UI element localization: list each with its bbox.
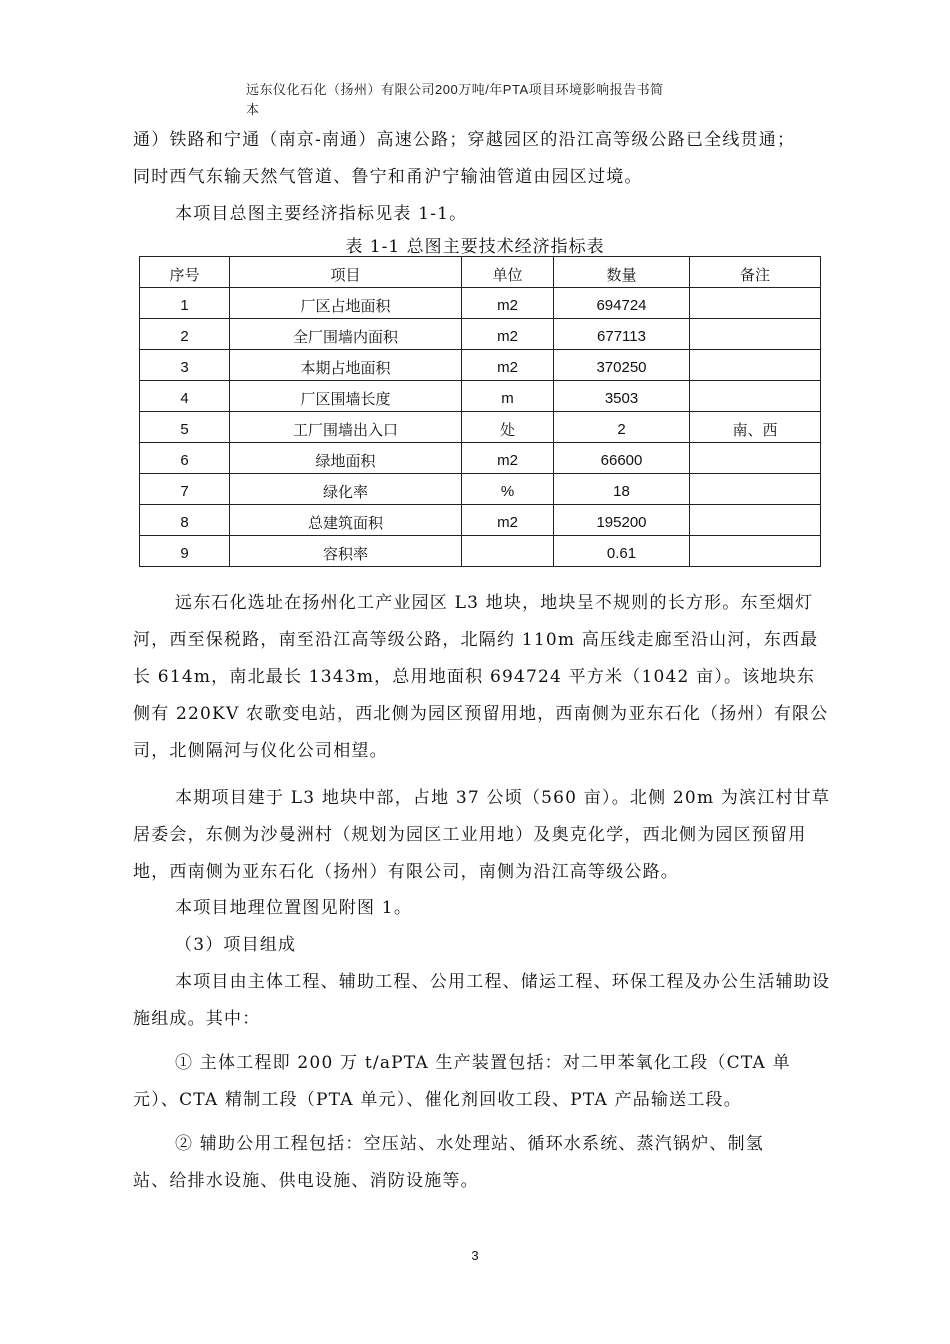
cell-no: 1 <box>140 288 230 319</box>
cell-item: 容积率 <box>230 536 462 567</box>
section-heading: （3）项目组成 <box>175 935 297 955</box>
table-row <box>140 319 821 350</box>
site-paragraph: 远东石化选址在扬州化工产业园区 L3 地块，地块呈不规则的长方形。东至烟灯河，西至保税路，南至沿江高等级公路，北隔约 110m 高压线走廊至沿山河，东西最长 614m，南北最长 1343m，总用地面积 694724 平方米（1042 亩）。该地块东侧有 220KV 农歌变电站，西北侧为园区预留用地，西南侧为亚东石化（扬州）有限公司，北侧隔河与仪化公司相望。 <box>133 593 829 761</box>
cell-qty: 3503 <box>554 381 690 412</box>
cell-unit: m2 <box>462 505 554 536</box>
cell-no: 3 <box>140 350 230 381</box>
table-row <box>140 288 821 319</box>
header-line-2: 本 <box>246 102 260 117</box>
cell-note <box>690 381 821 412</box>
cell-unit: 处 <box>462 412 554 443</box>
cell-item: 总建筑面积 <box>230 505 462 536</box>
cell-no: 6 <box>140 443 230 474</box>
table-row <box>140 474 821 505</box>
col-header-item: 项目 <box>230 257 462 288</box>
cell-item: 本期占地面积 <box>230 350 462 381</box>
intro-line-2: 同时西气东输天然气管道、鲁宁和甬沪宁输油管道由园区过境。 <box>133 167 643 187</box>
cell-qty: 18 <box>554 474 690 505</box>
cell-unit: m <box>462 381 554 412</box>
cell-unit: m2 <box>462 288 554 319</box>
col-header-qty: 数量 <box>554 257 690 288</box>
cell-note <box>690 319 821 350</box>
phase-paragraph: 本期项目建于 L3 地块中部，占地 37 公顷（560 亩）。北侧 20m 为滨江村甘草居委会，东侧为沙曼洲村（规划为园区工业用地）及奥克化学，西北侧为园区预留用地，西南侧为亚东石化（扬州）有限公司，南侧为沿江高等级公路。 <box>133 788 831 882</box>
table-caption: 表 1-1 总图主要技术经济指标表 <box>345 237 605 257</box>
cell-no: 4 <box>140 381 230 412</box>
running-header <box>246 80 716 120</box>
composition-paragraph: 本项目由主体工程、辅助工程、公用工程、储运工程、环保工程及办公生活辅助设施组成。其中： <box>133 972 831 1029</box>
cell-note <box>690 288 821 319</box>
intro-line-1: 通）铁路和宁通（南京-南通）高速公路；穿越园区的沿江高等级公路已全线贯通； <box>133 130 796 150</box>
cell-no: 7 <box>140 474 230 505</box>
table-row <box>140 381 821 412</box>
cell-qty: 370250 <box>554 350 690 381</box>
col-header-note: 备注 <box>690 257 821 288</box>
cell-no: 8 <box>140 505 230 536</box>
header-line-1: 远东仪化石化（扬州）有限公司200万吨/年PTA项目环境影响报告书简 <box>246 82 664 97</box>
aux-works-paragraph <box>133 1126 833 1200</box>
aux-line-2: 站、给排水设施、供电设施、消防设施等。 <box>133 1171 479 1191</box>
intro-block <box>133 122 833 233</box>
intro-line-3: 本项目总图主要经济指标见表 1-1。 <box>175 204 468 224</box>
table-row <box>140 443 821 474</box>
cell-note <box>690 443 821 474</box>
table-header-row <box>140 257 821 288</box>
main-works-paragraph: ① 主体工程即 200 万 t/aPTA 生产装置包括：对二甲苯氧化工段（CTA 单元）、CTA 精制工段（PTA 单元）、催化剂回收工段、PTA 产品输送工段。 <box>133 1053 791 1110</box>
cell-qty: 0.61 <box>554 536 690 567</box>
cell-item: 厂区占地面积 <box>230 288 462 319</box>
cell-qty: 694724 <box>554 288 690 319</box>
location-paragraph: 本项目地理位置图见附图 1。 <box>175 898 413 918</box>
cell-qty: 2 <box>554 412 690 443</box>
cell-item: 绿地面积 <box>230 443 462 474</box>
cell-unit <box>462 536 554 567</box>
cell-qty: 677113 <box>554 319 690 350</box>
cell-unit: m2 <box>462 350 554 381</box>
cell-item: 厂区围墙长度 <box>230 381 462 412</box>
cell-qty: 195200 <box>554 505 690 536</box>
page-number: 3 <box>471 1248 479 1263</box>
cell-item: 工厂围墙出入口 <box>230 412 462 443</box>
cell-unit: m2 <box>462 443 554 474</box>
aux-line-1: ② 辅助公用工程包括：空压站、水处理站、循环水系统、蒸汽锅炉、制氢 <box>175 1134 765 1154</box>
table-row <box>140 505 821 536</box>
cell-note <box>690 350 821 381</box>
col-header-unit: 单位 <box>462 257 554 288</box>
table-row <box>140 350 821 381</box>
cell-note <box>690 474 821 505</box>
table-row <box>140 536 821 567</box>
cell-no: 9 <box>140 536 230 567</box>
cell-note <box>690 505 821 536</box>
table-row <box>140 412 821 443</box>
col-header-no: 序号 <box>140 257 230 288</box>
economic-indicators-table <box>139 256 821 567</box>
cell-no: 2 <box>140 319 230 350</box>
cell-unit: m2 <box>462 319 554 350</box>
cell-note: 南、西 <box>690 412 821 443</box>
cell-unit: % <box>462 474 554 505</box>
cell-item: 全厂围墙内面积 <box>230 319 462 350</box>
cell-note <box>690 536 821 567</box>
cell-qty: 66600 <box>554 443 690 474</box>
cell-item: 绿化率 <box>230 474 462 505</box>
cell-no: 5 <box>140 412 230 443</box>
